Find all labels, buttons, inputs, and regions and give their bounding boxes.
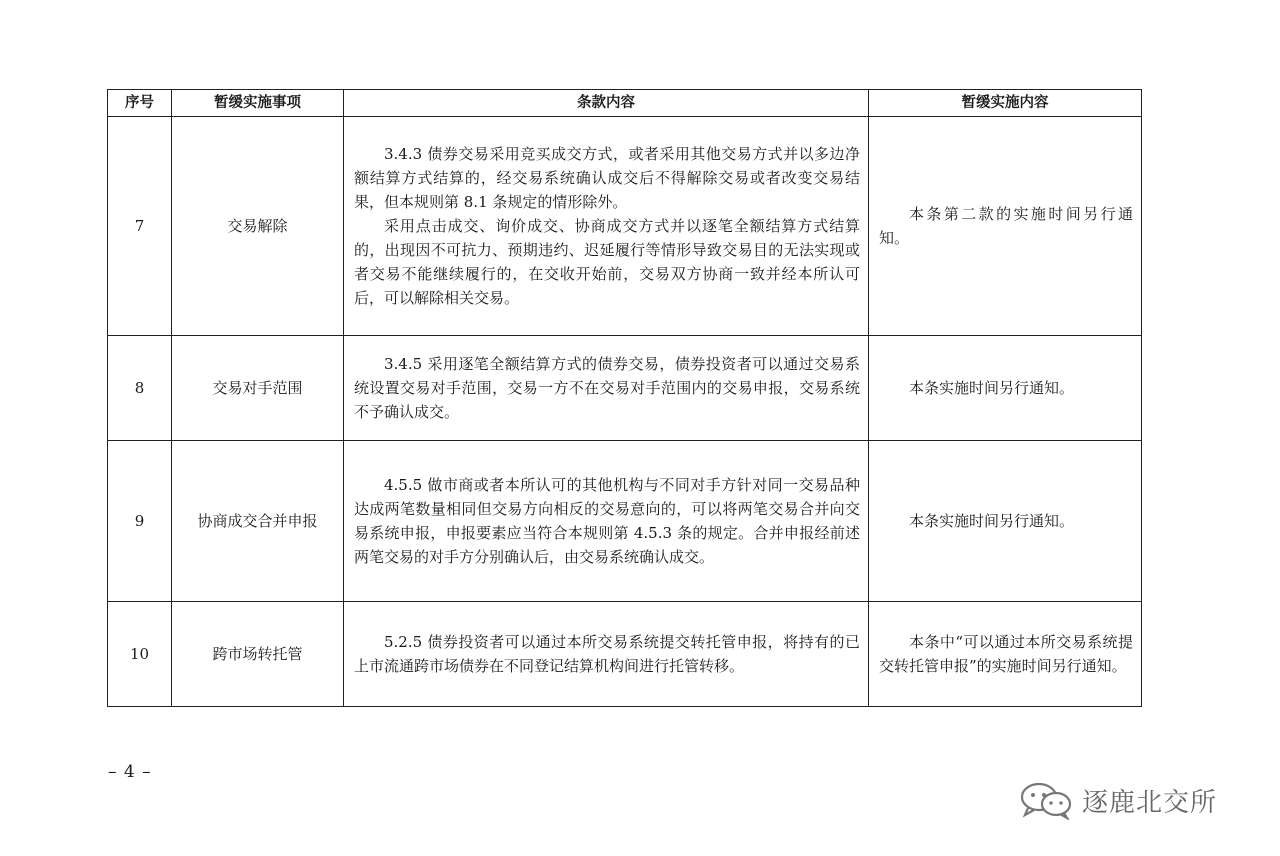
wechat-icon: [1018, 780, 1074, 820]
deferred-text: 本条实施时间另行通知。: [909, 512, 1075, 530]
table-row: [108, 117, 1142, 336]
clause-paragraph: 5.2.5 债券投资者可以通过本所交易系统提交转托管申报，将持有的已上市流通跨市场债券在不同登记结算机构间进行托管转移。: [354, 633, 860, 675]
header-item: 暂缓实施事项: [172, 90, 344, 117]
header-seq: 序号: [108, 90, 172, 117]
page-number: – 4 –: [108, 762, 152, 782]
row-clause: [344, 602, 869, 707]
header-clause: 条款内容: [344, 90, 869, 117]
row-number: 8: [108, 336, 172, 441]
deferred-text: 本条中“可以通过本所交易系统提交转托管申报”的实施时间另行通知。: [879, 633, 1133, 675]
row-deferred: [869, 336, 1142, 441]
clause-paragraph: 采用点击成交、询价成交、协商成交方式并以逐笔全额结算方式结算的，出现因不可抗力、预期违约、迟延履行等情形导致交易目的无法实现或者交易不能继续履行的，在交收开始前，交易双方协商一致并经本所认可后，可以解除相关交易。: [354, 217, 860, 307]
row-item: 交易解除: [172, 117, 344, 336]
table-row: [108, 602, 1142, 707]
row-item: 跨市场转托管: [172, 602, 344, 707]
row-item: 协商成交合并申报: [172, 441, 344, 602]
row-deferred: [869, 441, 1142, 602]
clause-paragraph: 4.5.5 做市商或者本所认可的其他机构与不同对手方针对同一交易品种达成两笔数量相同但交易方向相反的交易意向的，可以将两笔交易合并向交易系统申报，申报要素应当符合本规则第 4.5.3 条的规定。合并申报经前述两笔交易的对手方分别确认后，由交易系统确认成交。: [354, 476, 860, 566]
row-number: 9: [108, 441, 172, 602]
regulation-table: [107, 89, 1142, 707]
clause-paragraph: 3.4.5 采用逐笔全额结算方式的债券交易，债券投资者可以通过交易系统设置交易对手范围，交易一方不在交易对手范围内的交易申报，交易系统不予确认成交。: [354, 355, 860, 421]
row-clause: [344, 441, 869, 602]
watermark-text: 逐鹿北交所: [1082, 787, 1218, 818]
row-deferred: [869, 602, 1142, 707]
row-deferred: [869, 117, 1142, 336]
row-clause: [344, 117, 869, 336]
table-row: [108, 336, 1142, 441]
deferred-text: 本条第二款的实施时间另行通知。: [879, 205, 1133, 247]
clause-paragraph: 3.4.3 债券交易采用竞买成交方式，或者采用其他交易方式并以多边净额结算方式结算的，经交易系统确认成交后不得解除交易或者改变交易结果，但本规则第 8.1 条规定的情形除外。: [354, 145, 860, 211]
table-row: [108, 441, 1142, 602]
row-item: 交易对手范围: [172, 336, 344, 441]
row-number: 7: [108, 117, 172, 336]
header-deferred: 暂缓实施内容: [869, 90, 1142, 117]
deferred-text: 本条实施时间另行通知。: [909, 379, 1075, 397]
row-number: 10: [108, 602, 172, 707]
row-clause: [344, 336, 869, 441]
watermark: [1018, 780, 1217, 820]
table-header-row: [108, 90, 1142, 117]
